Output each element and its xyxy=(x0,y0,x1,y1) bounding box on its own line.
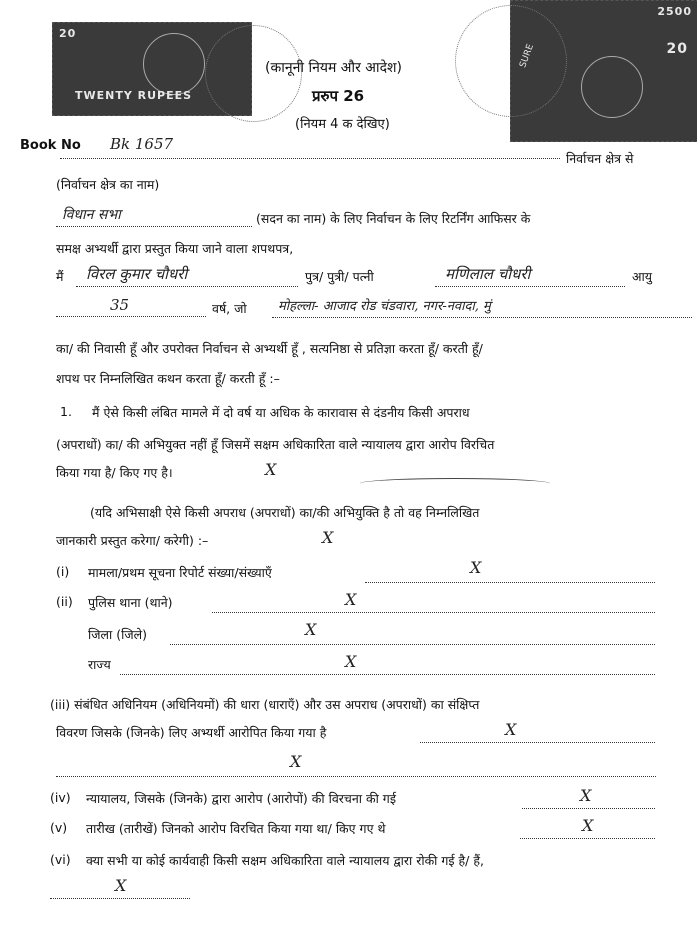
note-line1: (यदि अभिसाक्षी ऐसे किसी अपराध (अपराधों) का/की अभियुक्ति है तो वह निम्नलिखित xyxy=(90,505,480,520)
house-name-line xyxy=(56,214,252,227)
item-iv-text: न्यायालय, जिसके (जिनके) द्वारा आरोप (आरोपों) की विरचना की गई xyxy=(86,791,396,806)
house-name-handwritten: विधान सभा xyxy=(62,207,121,223)
age-label: आयु xyxy=(632,269,653,284)
item-i-number: (i) xyxy=(56,564,70,579)
book-number-value: Bk 1657 xyxy=(110,135,174,153)
deponent-name-handwritten: विरल कुमार चौधरी xyxy=(86,265,188,283)
relation-label: पुत्र/ पुत्री/ पत्नी xyxy=(305,269,374,284)
item1-cross-mark: X xyxy=(265,460,277,479)
address-line xyxy=(272,305,692,318)
item1-number: 1. xyxy=(60,404,72,419)
left-stamp-value: 20 xyxy=(59,27,77,40)
item-ii-text: पुलिस थाना (थाने) xyxy=(88,595,173,610)
right-stamp-seal xyxy=(581,56,643,118)
item-i-line xyxy=(365,570,655,583)
note-cross-mark: X xyxy=(322,528,334,547)
deponent-line3: का/ की निवासी हूँ और उपरोक्त निर्वाचन से अभ्यर्थी हूँ , सत्यनिष्ठा से प्रतिज्ञा करता हूँ/ करती हूँ/ xyxy=(56,341,483,356)
item-v-cross-mark: X xyxy=(582,816,594,835)
item-iv-number: (iv) xyxy=(50,790,71,805)
item-iii-line xyxy=(420,730,655,743)
father-name-handwritten: मणिलाल चौधरी xyxy=(445,265,531,283)
item1-pen-stroke xyxy=(360,478,550,489)
state-line xyxy=(120,662,655,675)
item1-line2: (अपराधों) का/ की अभियुक्त नहीं हूँ जिसमें सक्षम अधिकारिता वाले न्यायालय द्वारा आरोप विरचित xyxy=(56,437,495,452)
right-stamp-value: 2500 xyxy=(657,5,692,18)
book-number-line xyxy=(60,146,560,159)
item-i-text: मामला/प्रथम सूचना रिपोर्ट संख्या/संख्याएँ xyxy=(88,565,272,580)
state-cross-mark: X xyxy=(345,652,357,671)
constituency-line2: समक्ष अभ्यर्थी द्वारा प्रस्तुत किया जाने वाला शपथपत्र, xyxy=(56,241,294,256)
deponent-line4: शपथ पर निम्नलिखित कथन करता हूँ/ करती हूँ :– xyxy=(56,371,280,386)
district-cross-mark: X xyxy=(305,620,317,639)
item1-line3: किया गया है/ किए गए है। xyxy=(56,465,173,480)
header-title: (कानूनी नियम और आदेश) xyxy=(265,60,403,76)
item-i-cross-mark: X xyxy=(470,558,482,577)
item-v-number: (v) xyxy=(50,820,68,835)
item1-line1: मैं ऐसे किसी लंबित मामले में दो वर्ष या अधिक के कारावास से दंडनीय किसी अपराध xyxy=(92,405,470,420)
district-line xyxy=(170,632,655,645)
item-ii-line xyxy=(212,600,655,613)
item-vi-number: (vi) xyxy=(50,852,71,867)
item-iv-cross-mark: X xyxy=(580,786,592,805)
item-iii-cross-mark: X xyxy=(505,720,517,739)
form-number: प्ररुप 26 xyxy=(312,87,365,105)
constituency-name-label: (निर्वाचन क्षेत्र का नाम) xyxy=(56,177,160,192)
item-iii-line1: (iii) संबंधित अधिनियम (अधिनियमों) की धारा (धाराएँ) और उस अपराध (अपराधों) का संक्षिप्त xyxy=(50,697,480,712)
constituency-line1: (सदन का नाम) के लिए निर्वाचन के लिए रिटर्निंग आफिसर के xyxy=(256,211,531,226)
item-ii-number: (ii) xyxy=(56,594,73,609)
deponent-name-line xyxy=(76,274,298,287)
item-vi-cross-mark: X xyxy=(115,876,127,895)
district-text: जिला (जिले) xyxy=(88,627,147,642)
item-iii-line2-blank xyxy=(56,764,656,777)
address-handwritten: मोहल्ला- आजाद रोड चंडवारा, नगर-नवादा, मुं xyxy=(278,299,491,314)
constituency-suffix: निर्वाचन क्षेत्र से xyxy=(566,151,634,166)
item-iii-cross-mark2: X xyxy=(290,752,302,771)
item-iii-line2: विवरण जिसके (जिनके) लिए अभ्यर्थी आरोपित किया गया है xyxy=(56,725,327,740)
age-handwritten: 35 xyxy=(110,296,130,314)
note-line2: जानकारी प्रस्तुत करेगा/ करेगी) :– xyxy=(56,533,209,548)
right-stamp-label: SURE xyxy=(518,42,536,70)
state-text: राज्य xyxy=(88,657,111,672)
left-stamp-seal xyxy=(143,33,205,95)
item-vi-text: क्या सभी या कोई कार्यवाही किसी सक्षम अधिकारिता वाले न्यायालय द्वारा रोकी गई है/ हैं, xyxy=(86,853,484,868)
father-name-line xyxy=(435,274,625,287)
item-ii-cross-mark: X xyxy=(345,590,357,609)
left-stamp-text: TWENTY RUPEES xyxy=(75,89,193,102)
right-stamp-value-mid: 20 xyxy=(666,41,688,57)
age-line xyxy=(56,304,206,317)
right-postmark xyxy=(455,5,567,117)
rule-reference: (नियम 4 क देखिए) xyxy=(295,117,390,132)
deponent-label: मैं xyxy=(56,269,64,284)
years-label: वर्ष, जो xyxy=(212,301,247,316)
book-number-label: Book No xyxy=(20,138,81,153)
item-v-text: तारीख (तारीखें) जिनको आरोप विरचित किया गया था/ किए गए थे xyxy=(86,821,386,836)
